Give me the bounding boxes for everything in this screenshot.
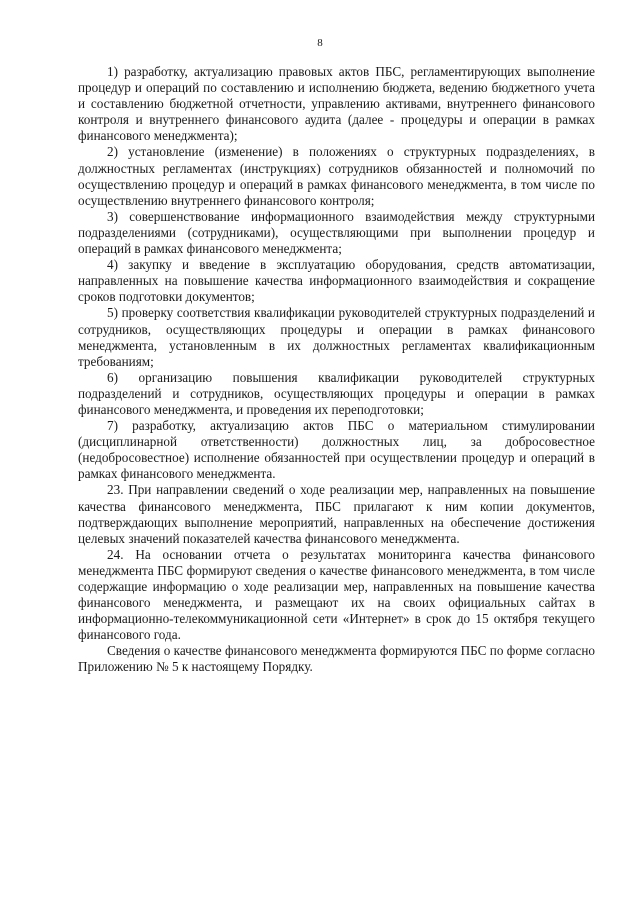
document-body <box>78 64 595 676</box>
page-number: 8 <box>317 37 323 49</box>
paragraph-item-1: 1) разработку, актуализацию правовых актов ПБС, регламентирующих выполнение процедур и операций по составлению и исполнению бюджета, ведению бюджетного учета и составлению бюджетной отчетности, управлению активами, внутреннего финансового контроля и внутреннего финансового аудита (далее - процедуры и операции в рамках финансового менеджмента); <box>78 64 595 144</box>
paragraph-item-4: 4) закупку и введение в эксплуатацию оборудования, средств автоматизации, направленных на повышение качества информационного взаимодействия и сокращение сроков подготовки документов; <box>78 257 595 305</box>
paragraph-item-3: 3) совершенствование информационного взаимодействия между структурными подразделениями (сотрудниками), осуществляющими при выполнении процедур и операций в рамках финансового менеджмента; <box>78 208 595 257</box>
paragraph-item-7: 7) разработку, актуализацию актов ПБС о материальном стимулировании (дисциплинарной ответственности) должностных лиц, за добросовестное (недобросовестное) исполнение обязанностей при осуществлении процедур и операций в рамках финансового менеджмента. <box>78 418 595 482</box>
paragraph-item-5: 5) проверку соответствия квалификации руководителей структурных подразделений и сотрудников, осуществляющих процедуры и операции в рамках финансового менеджмента, установленным в их должностных регламентах квалификационным требованиям; <box>78 305 595 369</box>
paragraph-item-2: 2) установление (изменение) в положениях о структурных подразделениях, в должностных регламентах (инструкциях) сотрудников обязанностей и полномочий по осуществлению процедур и операций в рамках финансового менеджмента, в том числе по осуществлению внутреннего финансового контроля; <box>78 144 595 208</box>
paragraph-clause-23: 23. При направлении сведений о ходе реализации мер, направленных на повышение качества финансового менеджмента, ПБС прилагают к ним копии документов, подтверждающих выполнение мероприятий, направленных на обеспечение достижения целевых значений показателей качества финансового менеджмента. <box>78 482 595 546</box>
paragraph-item-6: 6) организацию повышения квалификации руководителей структурных подразделений и сотрудников, осуществляющих процедуры и операции в рамках финансового менеджмента, и проведения их переподготовки; <box>78 369 595 417</box>
paragraph-final-note: Сведения о качестве финансового менеджмента формируются ПБС по форме согласно Приложению № 5 к настоящему Порядку. <box>78 643 595 675</box>
paragraph-clause-24: 24. На основании отчета о результатах мониторинга качества финансового менеджмента ПБС формируют сведения о качестве финансового менеджмента, в том числе содержащие информацию о ходе реализации мер, направленных на повышение качества финансового менеджмента, и размещают их на своих официальных сайтах в информационно-телекоммуникационной сети «Интернет» в срок до 15 октября текущего финансового года. <box>78 546 595 643</box>
